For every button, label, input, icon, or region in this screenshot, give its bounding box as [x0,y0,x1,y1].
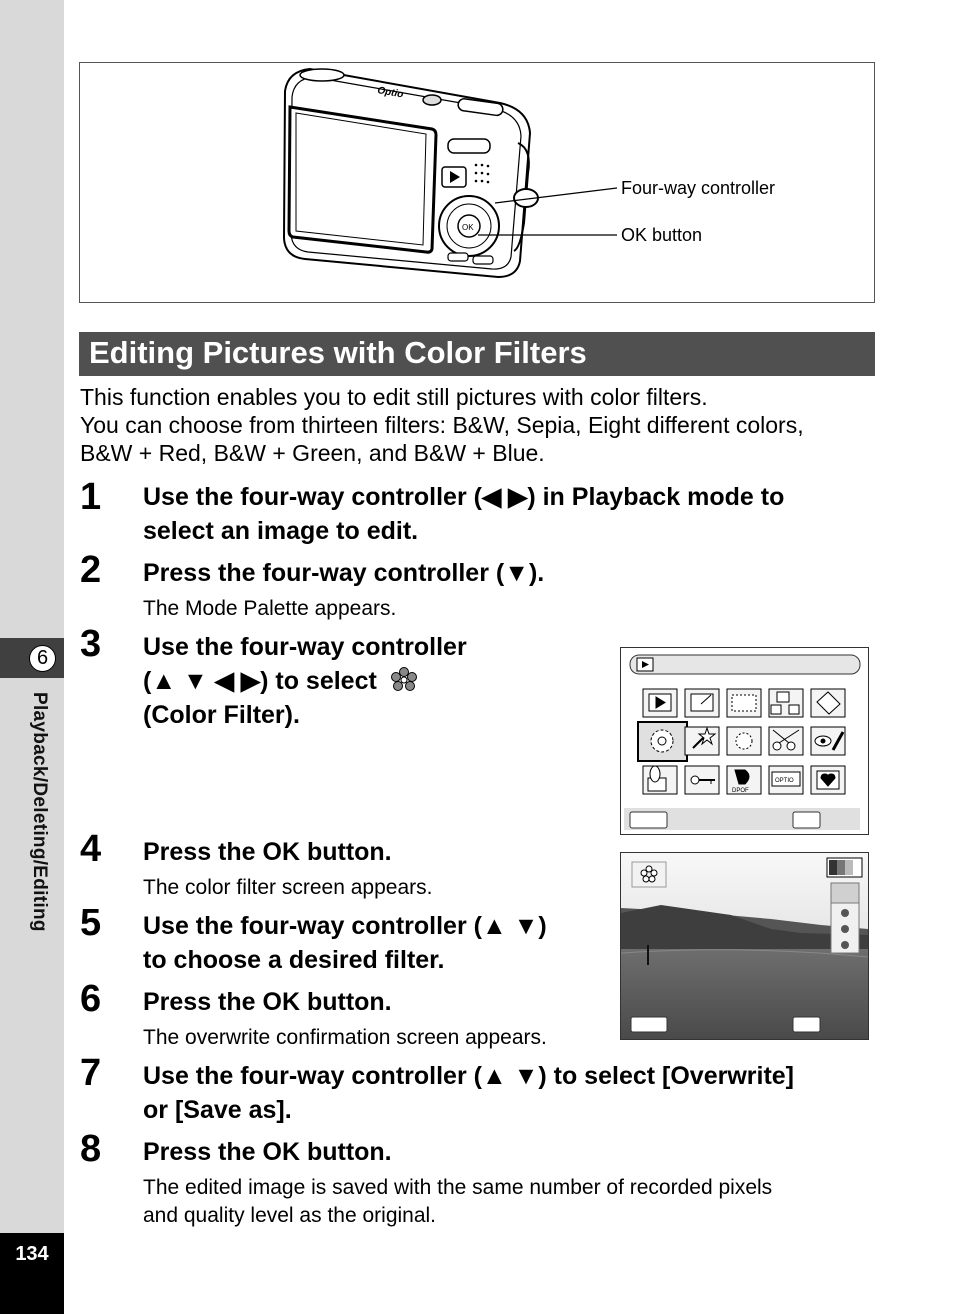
section-title-bar [79,332,875,376]
intro-paragraph [80,383,880,467]
step-line: Use the four-way controller (◀ ▶) in Playback mode to [143,483,785,511]
step-note: The color filter screen appears. [143,876,433,899]
color-filter-preview [621,853,868,1039]
chapter-number: 6 [29,645,56,672]
svg-text:DPOF: DPOF [732,788,749,794]
step-note-line: and quality level as the original. [143,1204,437,1227]
camera-figure [79,62,875,303]
step-note [143,1174,772,1230]
svg-text:OPTIO: OPTIO [775,778,794,784]
step-number: 2 [80,549,102,591]
step-title: Press the OK button. [143,838,392,866]
step-number: 7 [80,1052,102,1094]
step-line: (Color Filter). [143,701,300,729]
step-number: 6 [80,978,102,1020]
step-line: Use the four-way controller (▲ ▼) [143,912,547,940]
ok-button-callout: OK button [621,225,703,245]
step-line: select an image to edit. [143,517,419,545]
step-note-line: The edited image is saved with the same number of recorded pixels [143,1176,773,1199]
chapter-label: Playback/Deleting/Editing [29,692,50,932]
step-note: The overwrite confirmation screen appears. [143,1026,547,1049]
page-number: 134 [15,1243,49,1265]
step-title [143,480,784,548]
intro-line: B&W + Red, B&W + Green, and B&W + Blue. [80,440,545,466]
step-title [143,630,467,732]
intro-line: This function enables you to edit still pictures with color filters. [80,384,708,410]
mode-palette-screen [620,647,869,835]
svg-text:OK: OK [462,223,474,232]
svg-text:Optio: Optio [376,85,405,101]
step-note: The Mode Palette appears. [143,597,397,620]
step-line: Use the four-way controller [143,633,467,661]
step-number: 1 [80,476,102,518]
step-number: 5 [80,902,102,944]
step-number: 3 [80,623,102,665]
intro-line: You can choose from thirteen filters: B&W, Sepia, Eight different colors, [80,412,804,438]
step-line: Use the four-way controller (▲ ▼) to select [Overwrite] [143,1062,795,1090]
four-way-controller-callout: Four-way controller [621,178,776,198]
step-title: Press the OK button. [143,988,392,1016]
step-number: 8 [80,1128,102,1170]
step-number: 4 [80,828,102,870]
color-filter-screen [620,852,869,1040]
step-line: to choose a desired filter. [143,946,445,974]
step-title: Press the OK button. [143,1138,392,1166]
section-title: Editing Pictures with Color Filters [89,335,587,370]
step-line [143,664,467,698]
step-title: Press the four-way controller (▼). [143,559,545,587]
color-filter-icon [390,667,418,693]
step-line: or [Save as]. [143,1096,292,1124]
mode-palette-illustration [621,648,868,834]
step-title [143,1059,794,1127]
step-line-text: (▲ ▼ ◀ ▶) to select [143,667,377,695]
step-title [143,909,547,977]
